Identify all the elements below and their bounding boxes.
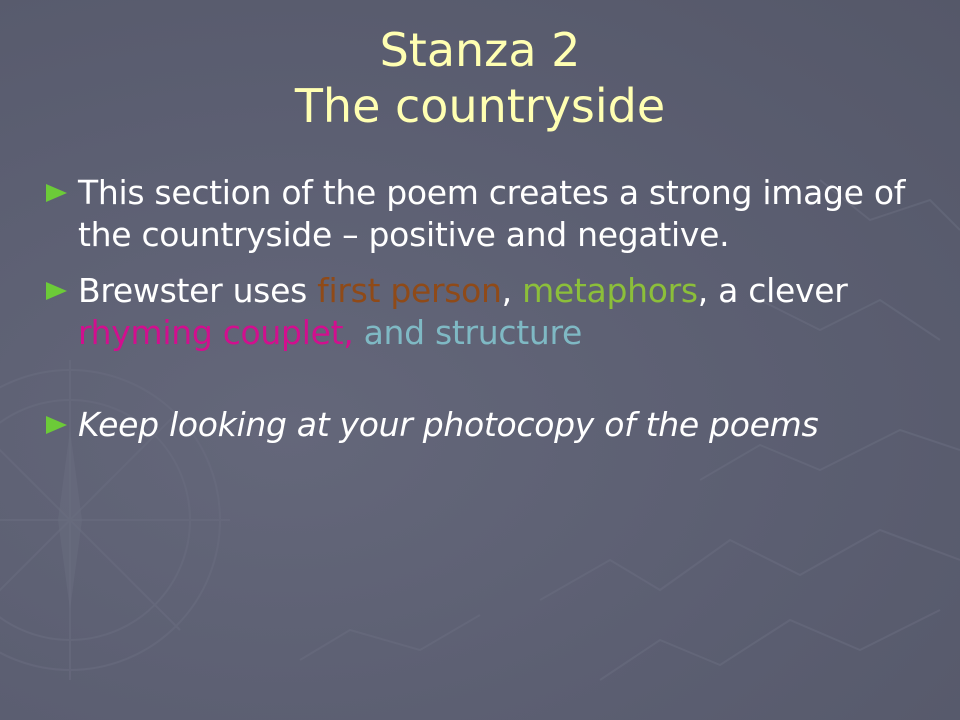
bullet-list <box>42 172 922 460</box>
bullet-text-segment: , a clever <box>697 271 848 310</box>
bullet-arrow-icon <box>46 282 67 300</box>
title-line-2: The countryside <box>294 79 666 133</box>
highlight-metaphors: metaphors <box>522 271 698 310</box>
bullet-item <box>42 172 922 256</box>
highlight-structure: and structure <box>353 313 583 352</box>
bullet-item <box>42 404 922 446</box>
bullet-arrow-icon <box>46 184 67 202</box>
bullet-arrow-icon <box>46 416 67 434</box>
bullet-text: This section of the poem creates a strong image of the countryside – positive and negative. <box>78 173 906 254</box>
bullet-text-segment: , <box>501 271 523 310</box>
bullet-item <box>42 270 922 354</box>
highlight-rhyming-couplet: rhyming couplet, <box>78 313 354 352</box>
bullet-text: Keep looking at your photocopy of the poems <box>78 405 819 444</box>
bullet-text-segment: Brewster uses <box>78 271 318 310</box>
title-line-1: Stanza 2 <box>379 23 581 77</box>
slide-title <box>0 22 960 134</box>
highlight-first-person: first person <box>317 271 502 310</box>
